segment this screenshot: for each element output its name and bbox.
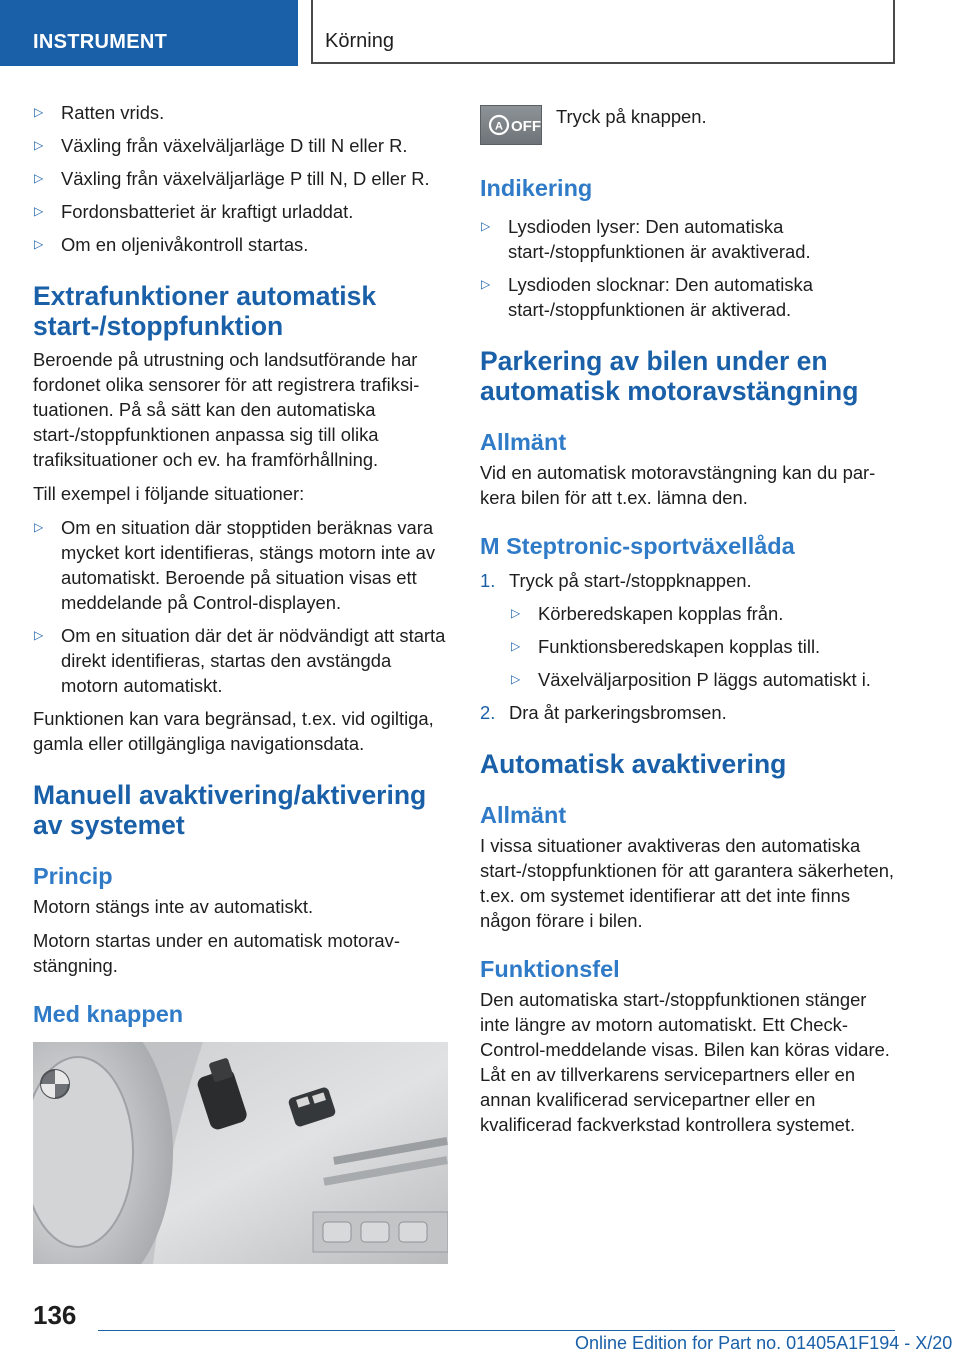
svg-text:A: A xyxy=(495,120,503,133)
list-item: ▷ Växelväljarposition P läggs automatiskt i. xyxy=(511,669,871,690)
heading-general: Allmänt xyxy=(480,429,567,455)
triangle-bullet-icon: ▷ xyxy=(34,138,44,152)
paragraph: Funktionen kan vara begränsad, t.ex. vid ogiltiga, gamla eller otillgängliga navigationsdata. xyxy=(33,708,434,754)
heading-manual-deactivation: Manuell avaktivering/aktivering av systemet xyxy=(33,780,427,840)
indication-list xyxy=(480,214,895,322)
paragraph: Motorn stängs inte av automatiskt. xyxy=(33,896,314,917)
auto-start-stop-off-button-icon xyxy=(480,105,542,145)
right-column xyxy=(480,100,895,1146)
list-item: ▷ Växling från växelväljarläge P till N, D eller R. xyxy=(34,168,430,189)
heading-steptronic: M Steptronic-sportväxellåda xyxy=(480,533,795,559)
list-item: ▷ Lysdioden slocknar: Den automatiska start-/stoppfunktionen är aktiverad. xyxy=(481,274,813,320)
svg-text:OFF: OFF xyxy=(511,118,541,135)
step-number: 2. xyxy=(480,702,496,723)
left-column xyxy=(33,100,448,1264)
step-list xyxy=(480,568,895,725)
heading-general: Allmänt xyxy=(480,802,567,828)
heading-principle: Princip xyxy=(33,863,113,889)
heading-indication: Indikering xyxy=(480,175,593,201)
triangle-bullet-icon: ▷ xyxy=(34,105,44,119)
list-item: ▷ Om en oljenivåkontroll startas. xyxy=(34,234,309,255)
triangle-bullet-icon: ▷ xyxy=(34,204,44,218)
section-title: Körning xyxy=(311,0,895,64)
triangle-bullet-icon: ▷ xyxy=(511,672,521,686)
heading-extra-functions: Extrafunktioner automatisk start-/stoppfunktion xyxy=(33,281,377,341)
condition-list xyxy=(33,100,448,257)
list-item: ▷ Körberedskapen kopplas från. xyxy=(511,603,784,624)
heading-automatic-deactivation: Automatisk avaktivering xyxy=(480,749,787,779)
triangle-bullet-icon: ▷ xyxy=(34,628,44,642)
situation-list xyxy=(33,515,448,698)
button-instruction xyxy=(480,100,895,148)
list-item: ▷ Ratten vrids. xyxy=(34,102,165,123)
list-item: ▷ Lysdioden lyser: Den automatiska start-/stoppfunktionen är avaktiverad. xyxy=(481,216,811,262)
footer-edition: Online Edition for Part no. 01405A1F194 - X/20 xyxy=(575,1333,953,1353)
triangle-bullet-icon: ▷ xyxy=(34,520,44,534)
triangle-bullet-icon: ▷ xyxy=(481,219,491,233)
cockpit-photo xyxy=(33,1042,448,1264)
list-item: ▷ Växling från växelväljarläge D till N eller R. xyxy=(34,135,408,156)
step-number: 1. xyxy=(480,570,496,591)
triangle-bullet-icon: ▷ xyxy=(34,237,44,251)
paragraph: I vissa situationer avaktiveras den automatiska start-/stoppfunktionen för att garantera säkerheten, t.ex. om systemet identifierar att det inte finns någon förare i bilen. xyxy=(480,835,895,931)
footer-divider xyxy=(98,1330,895,1331)
heading-with-button: Med knappen xyxy=(33,1001,184,1027)
list-item: ▷ Om en situation där det är nödvändigt att starta direkt identifieras, startas den avstängda motorn automatiskt. xyxy=(34,625,446,696)
list-item: ▷ Om en situation där stopptiden beräknas vara mycket kort identifieras, stängs motorn inte av automatiskt. Beroende på situation visas ett meddelande på Control-displayen. xyxy=(34,517,436,613)
a-off-icon xyxy=(481,106,541,144)
paragraph: Till exempel i följande situationer: xyxy=(33,483,305,504)
step-item: 1. Tryck på start-/stoppknappen. ▷ Körberedskapen kopplas från. ▷ Funktionsberedskapen kopplas till. ▷ Växelväljarposition P läggs automatiskt i. xyxy=(480,568,895,692)
list-item: ▷ Funktionsberedskapen kopplas till. xyxy=(511,636,821,657)
step-item: 2. Dra åt parkeringsbromsen. xyxy=(480,702,727,723)
triangle-bullet-icon: ▷ xyxy=(481,277,491,291)
triangle-bullet-icon: ▷ xyxy=(511,606,521,620)
paragraph: Beroende på utrustning och landsutförande har fordonet olika sensorer för att registrera trafiksituationen. På så sätt kan den automatiska start-/stoppfunktionen anpassa sig till olika trafiksituationer och ev. ha framförhållning. xyxy=(33,349,420,470)
triangle-bullet-icon: ▷ xyxy=(511,639,521,653)
chapter-tab: INSTRUMENT xyxy=(0,0,298,66)
list-item: ▷ Fordonsbatteriet är kraftigt urladdat. xyxy=(34,201,354,222)
heading-malfunction: Funktionsfel xyxy=(480,956,620,982)
heading-parking: Parkering av bilen under en automatisk motoravstängning xyxy=(480,346,859,406)
triangle-bullet-icon: ▷ xyxy=(34,171,44,185)
paragraph: Motorn startas under en automatisk motoravstängning. xyxy=(33,930,400,976)
paragraph: Den automatiska start-/stoppfunktionen stänger inte längre av motorn automatiskt. Ett Check-Control-meddelande visas. Bilen kan köras vidare. Låt en av tillverkarens servicepartners eller en annan kvalificerad servicepartner eller en kvalificerad fackverkstad kontrollera systemet. xyxy=(480,989,890,1135)
page-number: 136 xyxy=(33,1300,77,1330)
paragraph: Vid en automatisk motoravstängning kan du parkera bilen för att t.ex. lämna den. xyxy=(480,462,876,508)
button-instruction-text: Tryck på knappen. xyxy=(556,106,707,127)
sub-list xyxy=(509,601,895,692)
